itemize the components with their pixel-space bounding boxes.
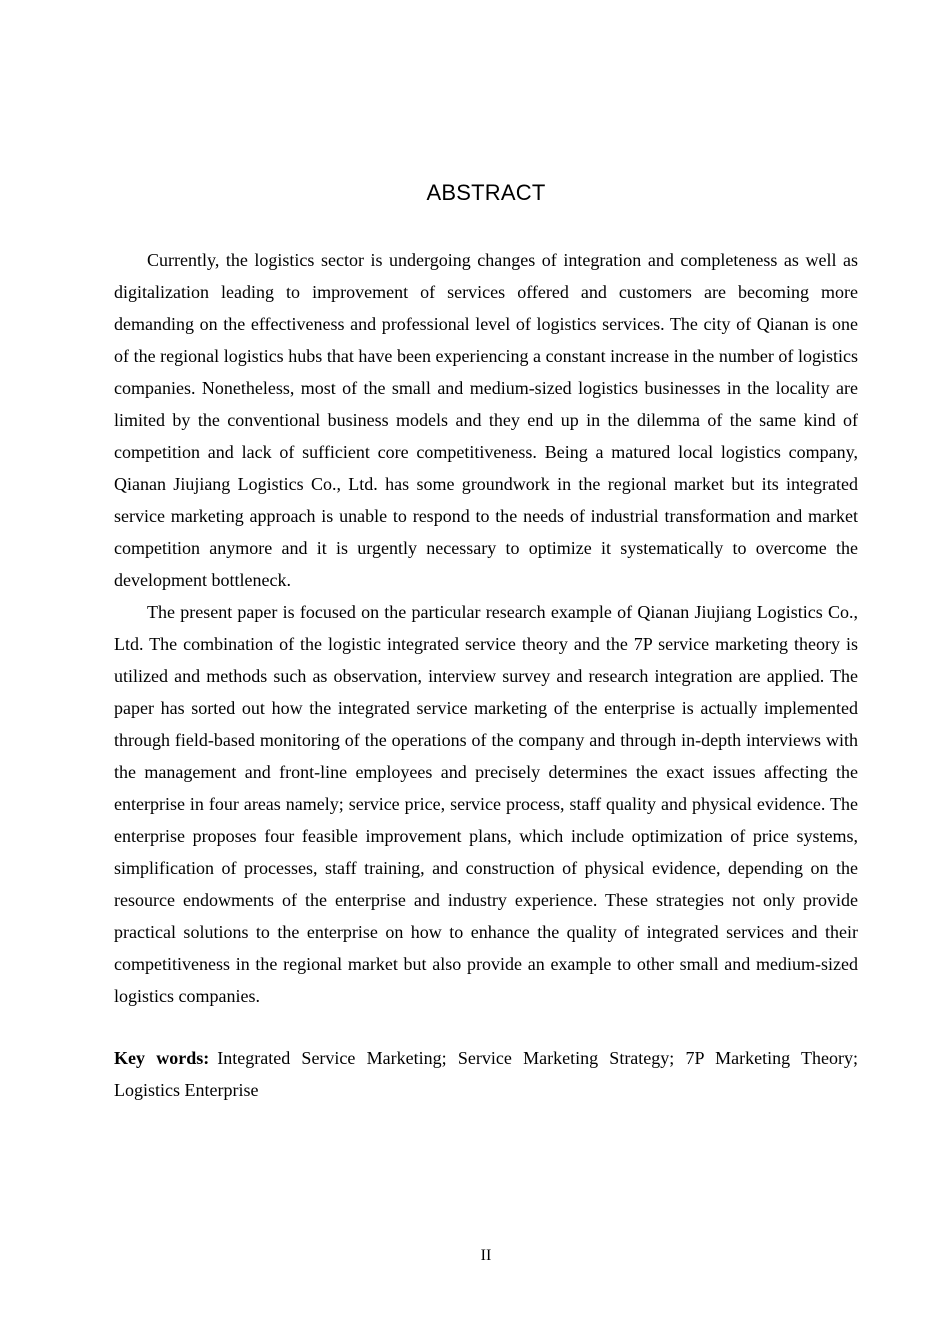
abstract-paragraph-1: Currently, the logistics sector is undergoing changes of integration and completeness as well as digitalization leading to improvement of services offered and customers are becoming more demanding on the effectiveness and professional level of logistics services. The city of Qianan is one of the regional logistics hubs that have been experiencing a constant increase in the number of logistics companies. Nonetheless, most of the small and medium-sized logistics businesses in the locality are limited by the conventional business models and they end up in the dilemma of the same kind of competition and lack of sufficient core competitiveness. Being a matured local logistics company, Qianan Jiujiang Logistics Co., Ltd. has some groundwork in the regional market but its integrated service marketing approach is unable to respond to the needs of industrial transformation and market competition anymore and it is urgently necessary to optimize it systematically to overcome the development bottleneck. bbox=[114, 250, 858, 590]
abstract-paragraph-2: The present paper is focused on the particular research example of Qianan Jiujiang Logistics Co., Ltd. The combination of the logistic integrated service theory and the 7P service marketing theory is utilized and methods such as observation, interview survey and research integration are applied. The paper has sorted out how the integrated service marketing of the enterprise is actually implemented through field-based monitoring of the operations of the company and through in-depth interviews with the management and front-line employees and precisely determines the exact issues affecting the enterprise in four areas namely; service price, service process, staff quality and physical evidence. The enterprise proposes four feasible improvement plans, which include optimization of price systems, simplification of processes, staff training, and construction of physical evidence, depending on the resource endowments of the enterprise and industry experience. These strategies not only provide practical solutions to the enterprise on how to enhance the quality of integrated services and their competitiveness in the regional market but also provide an example to other small and medium-sized logistics companies. bbox=[114, 602, 858, 1006]
keywords-label: Key words: bbox=[114, 1048, 210, 1068]
page-number: II bbox=[480, 1247, 492, 1264]
keywords-section bbox=[114, 1042, 858, 1106]
abstract-title: ABSTRACT bbox=[426, 180, 546, 205]
abstract-body bbox=[114, 244, 858, 1012]
keywords-list: Integrated Service Marketing; Service Marketing Strategy; 7P Marketing Theory; Logistics Enterprise bbox=[114, 1048, 858, 1100]
